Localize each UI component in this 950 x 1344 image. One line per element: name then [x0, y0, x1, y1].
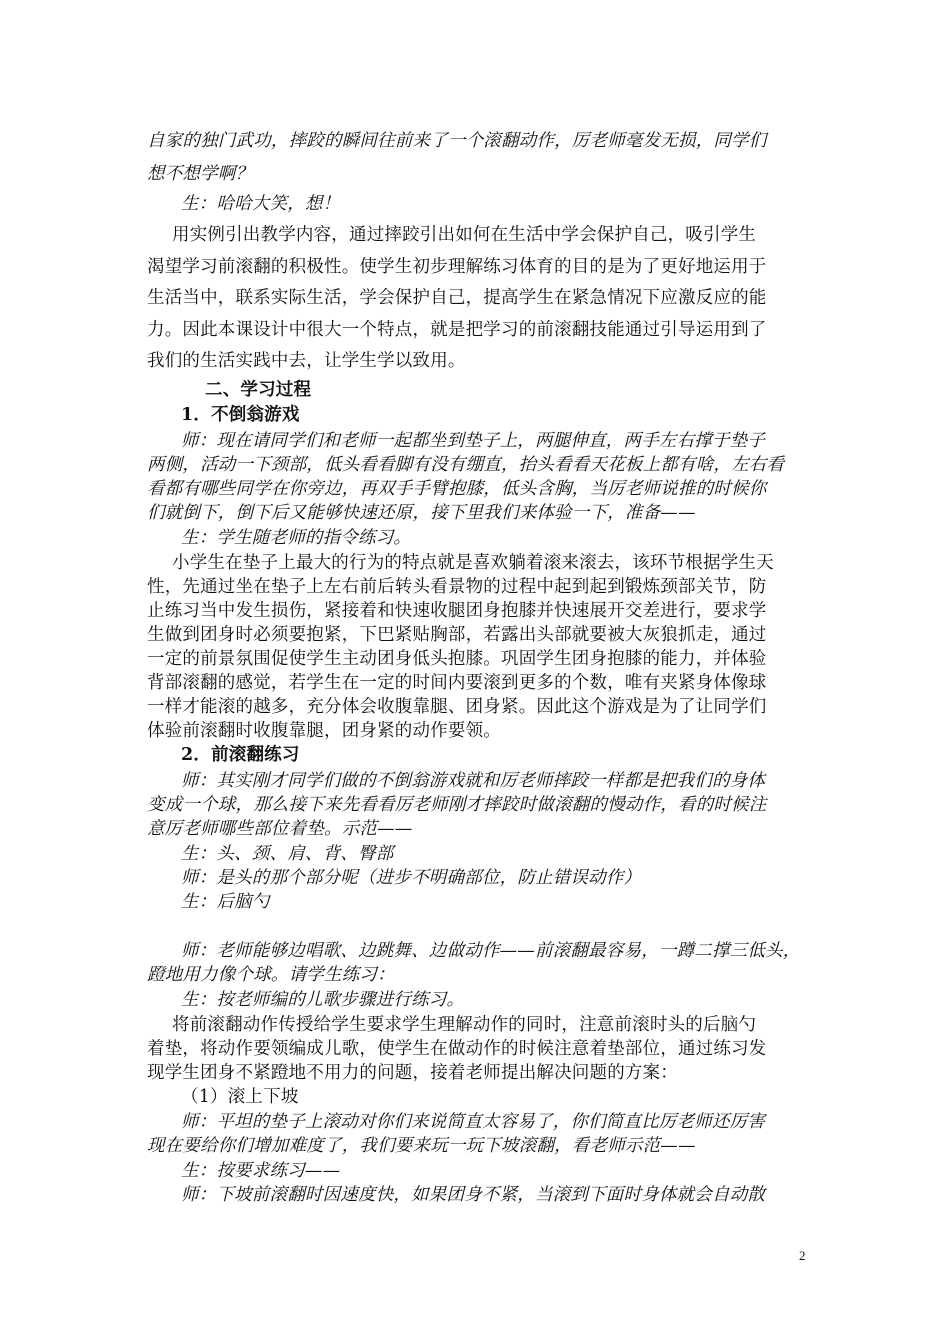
- text-line: 力。因此本课设计中很大一个特点，就是把学习的前滚翻技能通过引导运用到了: [147, 320, 767, 340]
- text-line: 生：学生随老师的指令练习。: [181, 528, 412, 548]
- text-line: 小学生在垫子上最大的行为的特点就是喜欢躺着滚来滚去，该环节根据学生天: [172, 553, 774, 573]
- text-line: 生：后脑勺: [181, 892, 270, 912]
- text-line: 生：头、颈、肩、背、臀部: [181, 844, 394, 864]
- text-line: 们就倒下，倒下后又能够快速还原，接下里我们来体验一下，准备——: [147, 503, 696, 523]
- text-line: 背部滚翻的感觉，若学生在一定的时间内要滚到更多的个数，唯有夹紧身体像球: [147, 673, 767, 693]
- text-line: 渴望学习前滚翻的积极性。使学生初步理解练习体育的目的是为了更好地运用于: [147, 257, 767, 277]
- text-line: 变成一个球，那么接下来先看看厉老师刚才摔跤时做滚翻的慢动作，看的时候注: [147, 795, 767, 815]
- text-line: 生：按要求练习——: [181, 1161, 341, 1181]
- text-line: 师：现在请同学们和老师一起都坐到垫子上，两腿伸直，两手左右撑于垫子: [181, 431, 766, 451]
- text-line: 一样才能滚的越多，充分体会收腹靠腿、团身紧。因此这个游戏是为了让同学们: [147, 697, 767, 717]
- text-line: 自家的独门武功，摔跤的瞬间往前来了一个滚翻动作，厉老师毫发无损，同学们: [147, 131, 767, 151]
- text-line: 生：按老师编的儿歌步骤进行练习。: [181, 990, 465, 1010]
- text-line: 性，先通过坐在垫子上左右前后转头看景物的过程中起到起到锻炼颈部关节，防: [147, 577, 767, 597]
- text-line: 着垫，将动作要领编成儿歌，使学生在做动作的时候注意着垫部位，通过练习发: [147, 1039, 767, 1059]
- text-line: 将前滚翻动作传授给学生要求学生理解动作的同时，注意前滚时头的后脑勺: [172, 1015, 757, 1035]
- text-line: 师：其实刚才同学们做的不倒翁游戏就和厉老师摔跤一样都是把我们的身体: [181, 771, 766, 791]
- text-line: 蹬地用力像个球。请学生练习：: [147, 965, 395, 985]
- text-line: 止练习当中发生损伤，紧接着和快速收腿团身抱膝并快速展开交差进行，要求学: [147, 601, 767, 621]
- text-line: 用实例引出教学内容，通过摔跤引出如何在生活中学会保护自己，吸引学生: [172, 225, 757, 245]
- text-line: 一定的前景氛围促使学生主动团身低头抱膝。巩固学生团身抱膝的能力，并体验: [147, 649, 767, 669]
- text-line: 体验前滚翻时收腹靠腿，团身紧的动作要领。: [147, 721, 501, 741]
- text-line: 现学生团身不紧蹬地不用力的问题，接着老师提出解决问题的方案：: [147, 1063, 678, 1083]
- text-line: 生做到团身时必须要抱紧，下巴紧贴胸部，若露出头部就要被大灰狼抓走，通过: [147, 625, 767, 645]
- text-line: 师：老师能够边唱歌、边跳舞、边做动作——前滚翻最容易，一蹲二撑三低头，: [181, 941, 801, 961]
- text-line: 生活当中，联系实际生活，学会保护自己，提高学生在紧急情况下应激反应的能: [147, 288, 767, 308]
- section-heading: 二、学习过程: [205, 380, 312, 400]
- text-line: 师：是头的那个部分呢（进步不明确部位，防止错误动作）: [181, 868, 642, 888]
- text-line: 师：平坦的垫子上滚动对你们来说简直太容易了，你们简直比厉老师还厉害: [181, 1112, 766, 1132]
- text-line: （1）滚上下坡: [181, 1087, 299, 1107]
- text-line: 看都有哪些同学在你旁边，再双手手臂抱膝，低头含胸，当厉老师说推的时候你: [147, 479, 767, 499]
- subsection-heading: 1．不倒翁游戏: [181, 405, 300, 425]
- text-line: 现在要给你们增加难度了，我们要来玩一玩下坡滚翻，看老师示范——: [147, 1136, 696, 1156]
- text-line: 想不想学啊？: [147, 164, 254, 184]
- subsection-heading: 2．前滚翻练习: [181, 745, 300, 765]
- text-line: 意厉老师哪些部位着垫。示范——: [147, 819, 413, 839]
- page-number: 2: [799, 1248, 806, 1263]
- text-line: 生：哈哈大笑，想！: [181, 194, 341, 214]
- text-line: 两侧，活动一下颈部，低头看看脚有没有绷直，抬头看看天花板上都有啥，左右看: [147, 455, 785, 475]
- text-line: 师：下坡前滚翻时因速度快，如果团身不紧，当滚到下面时身体就会自动散: [181, 1185, 766, 1205]
- text-line: 我们的生活实践中去，让学生学以致用。: [147, 351, 466, 371]
